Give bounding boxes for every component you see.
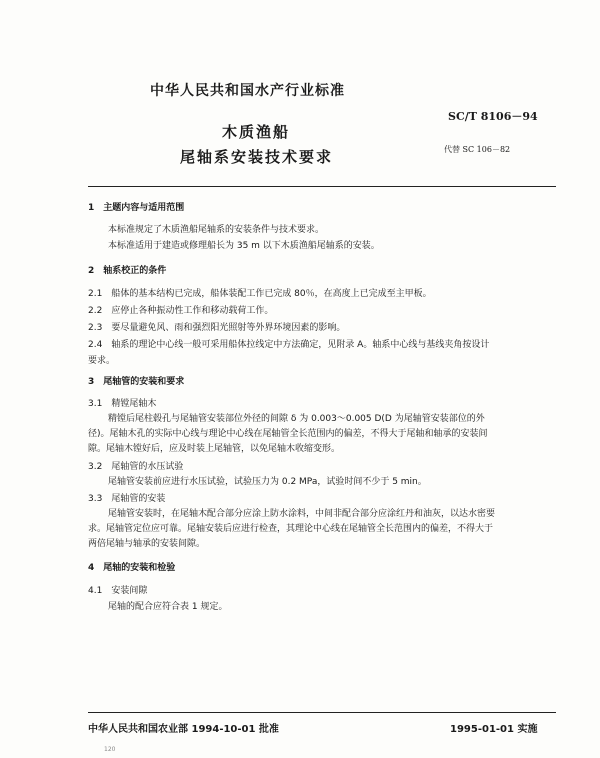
clause-2-3: 2.3 要尽量避免风、雨和强烈阳光照射等外界环境因素的影响。 [88, 323, 346, 333]
standard-code: SC/T 8106－94 [448, 110, 538, 123]
clause-3-1-heading: 3.1 精镗尾轴木 [88, 399, 157, 409]
clause-2-4-line1: 2.4 轴系的理论中心线一般可采用船体拉线定中方法确定，见附录 A。轴系中心线与基线夹角按设计 [88, 340, 490, 350]
clause-3-2-heading: 3.2 尾轴管的水压试验 [88, 462, 184, 472]
clause-3-3-line1: 尾轴管安装时，在尾轴木配合部分应涂上防水涂料，中间非配合部分应涂红丹和油灰，以达水密要 [108, 509, 496, 519]
clause-3-3-line3: 两倍尾轴与轴承的安装间隙。 [88, 539, 206, 549]
page-number: 120 [104, 746, 116, 753]
clause-2-4-line2: 要求。 [88, 356, 116, 366]
clause-4-1-text: 尾轴的配合应符合表 1 规定。 [108, 602, 228, 612]
section-1-para-1: 本标准规定了木质渔船尾轴系的安装条件与技术要求。 [108, 225, 325, 235]
implementation-date: 1995-01-01 实施 [450, 724, 538, 735]
clause-3-3-line2: 求。尾轴管定位应可靠。尾轴安装后应进行检查，其理论中心线在尾轴管全长范围内的偏差，不得大于 [88, 524, 494, 534]
footer-divider [88, 712, 556, 713]
clause-3-3-heading: 3.3 尾轴管的安装 [88, 494, 166, 504]
section-1-para-2: 本标准适用于建造或修理船长为 35 m 以下木质渔船尾轴系的安装。 [108, 241, 380, 251]
clause-2-1: 2.1 船体的基本结构已完成，船体装配工作已完成 80％，在高度上已完成至主甲板。 [88, 289, 432, 299]
section-2-heading: 2 轴系校正的条件 [88, 266, 167, 276]
clause-3-1-line2: 径)。尾轴木孔的实际中心线与理论中心线在尾轴管全长范围内的偏差，不得大于尾轴和轴承的安装间 [88, 429, 488, 439]
clause-3-2-text: 尾轴管安装前应进行水压试验，试验压力为 0.2 MPa，试验时间不少于 5 min。 [108, 477, 427, 487]
standard-org-title: 中华人民共和国水产行业标准 [150, 83, 345, 99]
document-title-line1: 木质渔船 [222, 123, 291, 141]
section-1-heading: 1 主题内容与适用范围 [88, 203, 185, 213]
header-divider [88, 186, 556, 187]
clause-4-1-heading: 4.1 安装间隙 [88, 586, 148, 596]
replaces-standard: 代替 SC 106－82 [444, 145, 511, 154]
section-4-heading: 4 尾轴的安装和检验 [88, 563, 176, 573]
clause-2-2: 2.2 应停止各种振动性工作和移动载荷工作。 [88, 306, 274, 316]
section-3-heading: 3 尾轴管的安装和要求 [88, 377, 185, 387]
approval-note: 中华人民共和国农业部 1994-10-01 批准 [88, 724, 279, 735]
document-title-line2: 尾轴系安装技术要求 [180, 148, 334, 166]
clause-3-1-line1: 精镗后尾柱毂孔与尾轴管安装部位外径的间隙 δ 为 0.003～0.005 D(D 为尾轴管安装部位的外 [108, 414, 485, 424]
clause-3-1-line3: 隙。尾轴木镗好后，应及时装上尾轴管，以免尾轴木收缩变形。 [88, 444, 341, 454]
